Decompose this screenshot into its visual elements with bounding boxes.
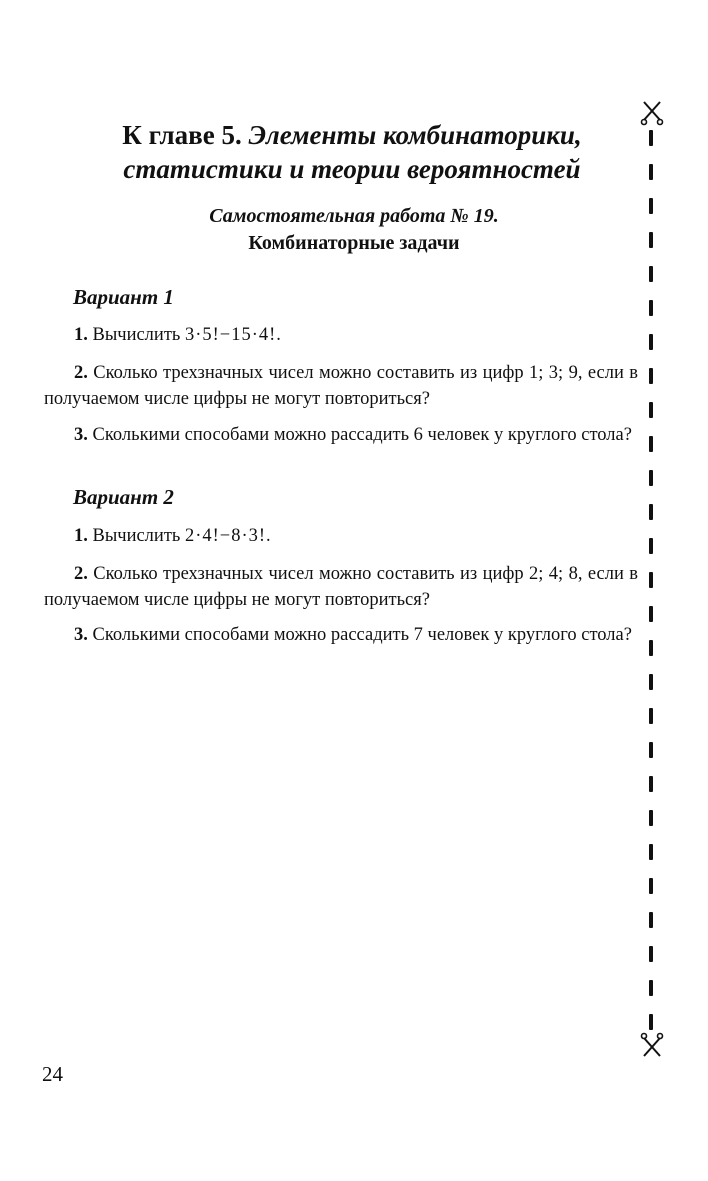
work-heading xyxy=(70,203,638,257)
task-text: Сколько трехзначных чисел можно составить из цифр 2; 4; 8, если в получаемом числе цифры не могут повториться? xyxy=(44,564,638,610)
cut-line-dash xyxy=(649,810,653,826)
variant-1-task-3 xyxy=(44,422,638,448)
variant-1-task-2 xyxy=(44,360,638,412)
cut-line-dash xyxy=(649,572,653,588)
cut-line-dash xyxy=(649,130,653,146)
cut-line-dash xyxy=(649,946,653,962)
cut-line-dash xyxy=(649,606,653,622)
cut-line-dash xyxy=(649,980,653,996)
cut-line-dash xyxy=(649,776,653,792)
task-number: 3. xyxy=(74,625,88,645)
scissors-icon xyxy=(640,1032,664,1058)
cut-line-dash xyxy=(649,538,653,554)
task-text: Сколькими способами можно рассадить 7 человек у круглого стола? xyxy=(92,625,632,645)
task-text: Сколько трехзначных чисел можно составить из цифр 1; 3; 9, если в получаемом числе цифры не могут повториться? xyxy=(44,363,638,409)
chapter-title xyxy=(70,118,634,186)
work-subtitle: Комбинаторные задачи xyxy=(248,232,460,254)
task-number: 2. xyxy=(74,564,88,584)
task-expression: 2·4!−8·3!. xyxy=(184,526,272,546)
task-text: Вычислить xyxy=(92,526,181,546)
task-number: 1. xyxy=(74,325,88,345)
cut-line-dash xyxy=(649,504,653,520)
cut-line-dash xyxy=(649,402,653,418)
variant-1-task-1 xyxy=(44,322,638,348)
cut-line-dash xyxy=(649,368,653,384)
task-text: Вычислить xyxy=(92,325,181,345)
chapter-title-line1: Элементы комбинаторики, xyxy=(248,120,582,150)
cut-line-dash xyxy=(649,878,653,894)
cut-line-dash xyxy=(649,1014,653,1030)
cut-line xyxy=(640,100,664,1062)
cut-line-dash xyxy=(649,674,653,690)
cut-line-dash xyxy=(649,844,653,860)
variant-2-task-1 xyxy=(44,523,638,549)
work-title: Самостоятельная работа № 19. xyxy=(209,205,499,227)
cut-line-dash xyxy=(649,198,653,214)
task-number: 1. xyxy=(74,526,88,546)
task-expression: 3·5!−15·4!. xyxy=(184,325,282,345)
cut-line-dash xyxy=(649,912,653,928)
cut-line-dash xyxy=(649,300,653,316)
chapter-lead: К главе 5. xyxy=(122,120,242,150)
cut-line-dash xyxy=(649,742,653,758)
cut-line-dash xyxy=(649,640,653,656)
cut-line-dash xyxy=(649,266,653,282)
cut-line-dash xyxy=(649,436,653,452)
chapter-title-line2: статистики и теории вероятностей xyxy=(123,154,581,184)
variant-2-task-3 xyxy=(44,622,638,648)
cut-line-dash xyxy=(649,164,653,180)
scissors-icon xyxy=(640,100,664,126)
variant-1-heading: Вариант 1 xyxy=(73,285,174,309)
cut-line-dash xyxy=(649,334,653,350)
cut-line-dash xyxy=(649,708,653,724)
task-text: Сколькими способами можно рассадить 6 человек у круглого стола? xyxy=(92,425,632,445)
task-number: 2. xyxy=(74,363,88,383)
cut-line-dash xyxy=(649,470,653,486)
cut-line-dash xyxy=(649,232,653,248)
task-number: 3. xyxy=(74,425,88,445)
variant-2-heading: Вариант 2 xyxy=(73,485,174,509)
variant-2-task-2 xyxy=(44,561,638,613)
page-number: 24 xyxy=(42,1062,63,1086)
